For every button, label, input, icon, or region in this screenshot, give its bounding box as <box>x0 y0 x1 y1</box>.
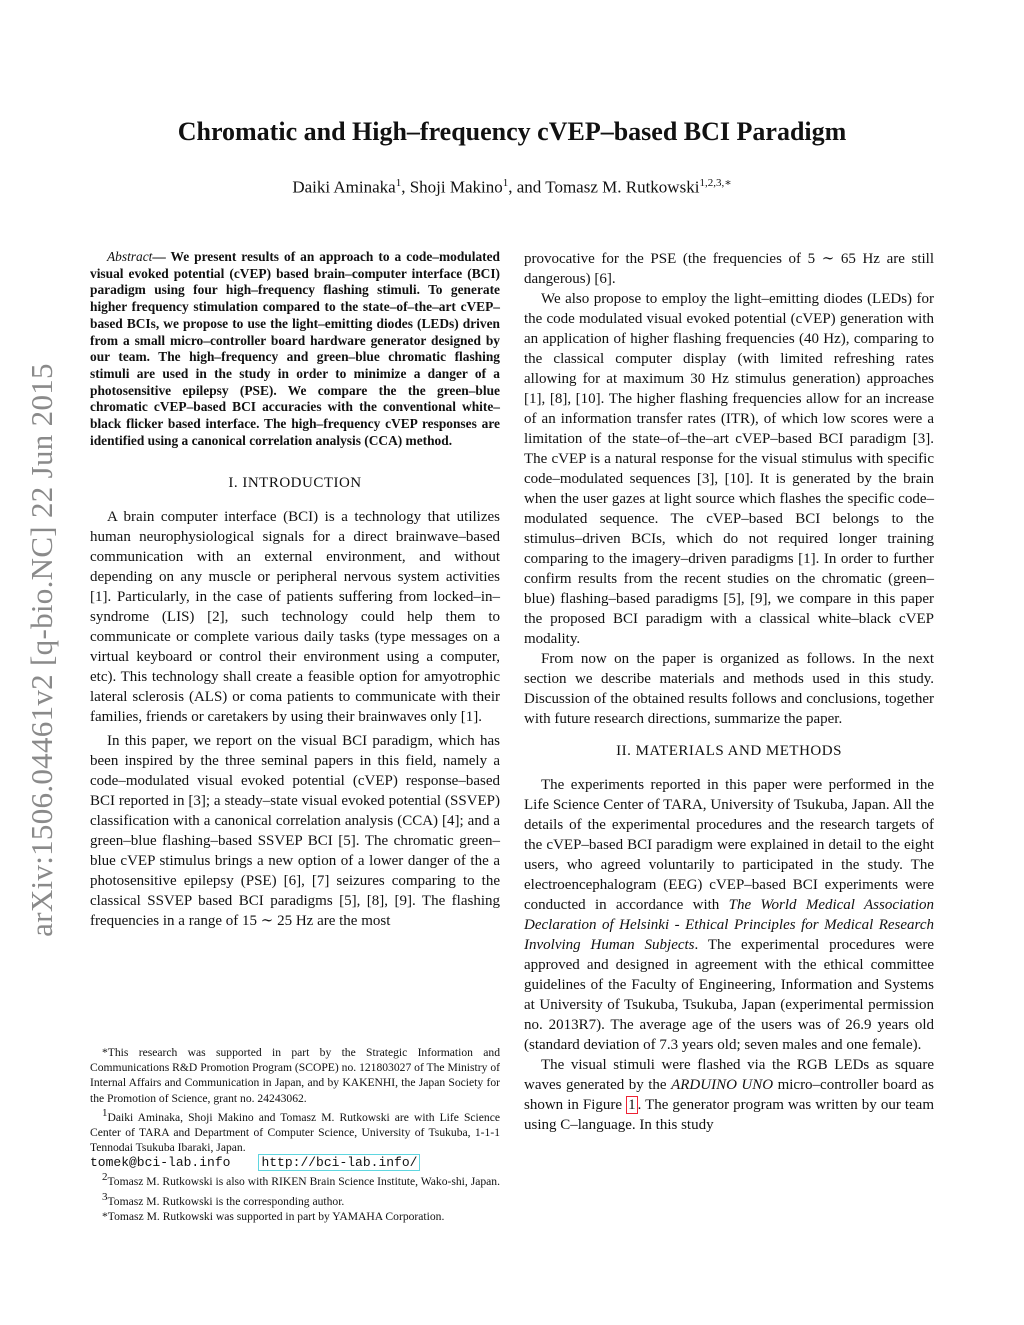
affiliation-mark: 1 <box>502 177 509 189</box>
text: The visual stimuli were flashed via the RGB LEDs as square waves generated by the <box>524 1057 934 1093</box>
footnote-text: Tomasz M. Rutkowski is the corresponding author. <box>107 1194 345 1208</box>
lab-url-link[interactable]: http://bci-lab.info/ <box>258 1154 420 1171</box>
email-address: tomek@bci-lab.info <box>90 1155 231 1171</box>
declaration-title: The World Medical Association Declaration of Helsinki - Ethical Principles for Medical Research Involving Human Subjects <box>524 897 934 953</box>
author: , Shoji Makino <box>401 177 503 197</box>
text: micro–controller board as shown in Figure <box>524 1077 934 1113</box>
paper-title: Chromatic and High–frequency cVEP–based BCI Paradigm <box>177 117 847 146</box>
footnote: *Tomasz M. Rutkowski was supported in part by YAMAHA Corporation. <box>102 1209 445 1223</box>
footnote-mark: 2 <box>102 1171 108 1184</box>
footnote-text: Daiki Aminaka, Shoji Makino and Tomasz M. Rutkowski are with Life Science Center of TARA and Department of Computer Science, University of Tsukuba, 1-1-1 Tennodai Tsukuba Ibaraki, Japan. <box>90 1110 500 1155</box>
paragraph: A brain computer interface (BCI) is a technology that utilizes human neurophysiological signals for a direct brainwave–based communication with an external environment, and without depending on any muscle or peripheral nervous system activities [1]. Particularly, in the case of patients suffering from locked–in–syndrome (LIS) [2], such technology could help them to communicate or complete various daily tasks (type messages on a virtual keyboard or control their environment using a computer, etc). This technology shall create a feasible option for amyotrophic lateral sclerosis (ALS) or coma patients to communicate with their families, friends or caretakers by using their brainwaves only [1]. <box>90 509 500 726</box>
figure-reference-link[interactable]: 1 <box>628 1097 636 1113</box>
board-name: ARDUINO UNO <box>671 1077 774 1093</box>
footnote-mark: 1 <box>102 1106 108 1119</box>
abstract <box>90 249 500 449</box>
paragraph: provocative for the PSE (the frequencies of 5 ∼ 65 Hz are still dangerous) [6]. <box>524 251 934 287</box>
text: The experiments reported in this paper were performed in the Life Science Center of TARA, University of Tsukuba, Japan. All the details of the experimental procedures and the research targets of the cVEP–based BCI paradigm were explained in detail to the eight users, who agreed voluntarily to participated in the study. The electroencephalogram (EEG) cVEP–based BCI experiments were conducted in accordance with <box>524 777 934 913</box>
text: . The experimental procedures were approved and designed in agreement with the ethical committee guidelines of the Faculty of Engineering, Information and Systems at University of Tsukuba, Tsukuba, Japan (experimental permission no. 2013R7). The average age of the users was of 26.9 years old (standard deviation of 7.3 years old; seven males and one female). <box>524 937 934 1053</box>
footnote-mark: 3 <box>102 1190 108 1203</box>
footnotes <box>90 1045 500 1224</box>
paragraph <box>524 775 934 1055</box>
author: Daiki Aminaka <box>292 177 396 197</box>
paragraph: From now on the paper is organized as follows. In the next section we describe materials and methods used in this study. Discussion of the obtained results follows and conclusions, together with future research directions, summarize the paper. <box>524 651 934 727</box>
author: , and Tomasz M. Rutkowski <box>508 177 700 197</box>
footnote <box>90 1106 500 1171</box>
text: . The generator program was written by our team using C–language. In this study <box>524 1097 934 1133</box>
paragraph <box>524 1055 934 1135</box>
section-heading-introduction: I. INTRODUCTION <box>228 475 362 492</box>
footnote: *This research was supported in part by the Strategic Information and Communications R&D Promotion Program (SCOPE) no. 121803027 of The Ministry of Internal Affairs and Communication in Japan, and by KAKENHI, the Japan Society for the Promotion of Science, grant no. 24243062. <box>90 1046 500 1105</box>
left-column <box>90 249 500 931</box>
section-heading-methods: II. MATERIALS AND METHODS <box>616 743 842 759</box>
affiliation-mark: 1 <box>395 177 402 189</box>
footnote-text: Tomasz M. Rutkowski is also with RIKEN Brain Science Institute, Wako-shi, Japan. <box>107 1175 500 1189</box>
arxiv-identifier[interactable]: arXiv:1506.04461v2 [q-bio.NC] 22 Jun 2015 <box>24 363 59 937</box>
abstract-label: Abstract <box>107 249 153 264</box>
abstract-text: — We present results of an approach to a code–modulated visual evoked potential (cVEP) based brain–computer interface (BCI) paradigm using four high–frequency flashing stimuli. To generate higher frequency stimulation compared to the state–of–the–art cVEP–based BCIs, we propose to use the light–emitting diodes (LEDs) driven from a small micro–controller board hardware generator designed by our team. The high–frequency and green–blue chromatic flashing stimuli are used in the study in order to minimize a danger of a photosensitive epilepsy (PSE). We compare the the green–blue chromatic cVEP–based BCI accuracies with the conventional white–black flicker based interface. The high–frequency cVEP responses are identified using a canonical correlation analysis (CCA) method. <box>90 249 500 448</box>
right-column <box>524 249 934 1135</box>
author-list <box>0 176 1024 198</box>
footnote <box>90 1190 500 1209</box>
affiliation-mark: 1,2,3,∗ <box>699 177 732 189</box>
paragraph: In this paper, we report on the visual BCI paradigm, which has been inspired by the three seminal papers in this field, namely a code–modulated visual evoked potential (cVEP) response–based BCI reported in [3]; a steady–state visual evoked potential (SSVEP) classification with a canonical correlation analysis (CCA) [4]; and a green–blue flashing–based SSVEP BCI [5]. The chromatic green–blue cVEP stimulus brings a new option of a lower danger of the a photosensitive epilepsy (PSE) [6], [7] seizures comparing to the classical SSVEP based BCI paradigms [5], [8], [9]. The flashing frequencies in a range of 15 ∼ 25 Hz are the most <box>90 733 500 930</box>
footnote <box>90 1170 500 1189</box>
paragraph: We also propose to employ the light–emitting diodes (LEDs) for the code modulated visual evoked potential (cVEP) generation with an application of higher flashing frequencies (40 Hz), comparing to the classical computer display (with limited refreshing rates allowing for at maximum 30 Hz stimulus generation) approaches [1], [8], [10]. The higher flashing frequencies allow for an increase of an information transfer rates (ITR), of which low scores were a limitation of the state–of–the–art cVEP–based BCI paradigm [3]. The cVEP is a natural response for the visual stimulus with specific code–modulated sequences [3], [10]. It is generated by the brain when the user gazes at light source which flashes the specific code–modulated sequence. The cVEP–based BCI belongs to the stimulus–driven BCIs, which do not required longer training comparing to the imagery–driven paradigms [1]. In order to further confirm results from the recent studies on the chromatic (green–blue) flashing–based paradigms [5], [9], we compare in this paper the proposed BCI paradigm with a classical white–black cVEP modality. <box>524 291 934 647</box>
